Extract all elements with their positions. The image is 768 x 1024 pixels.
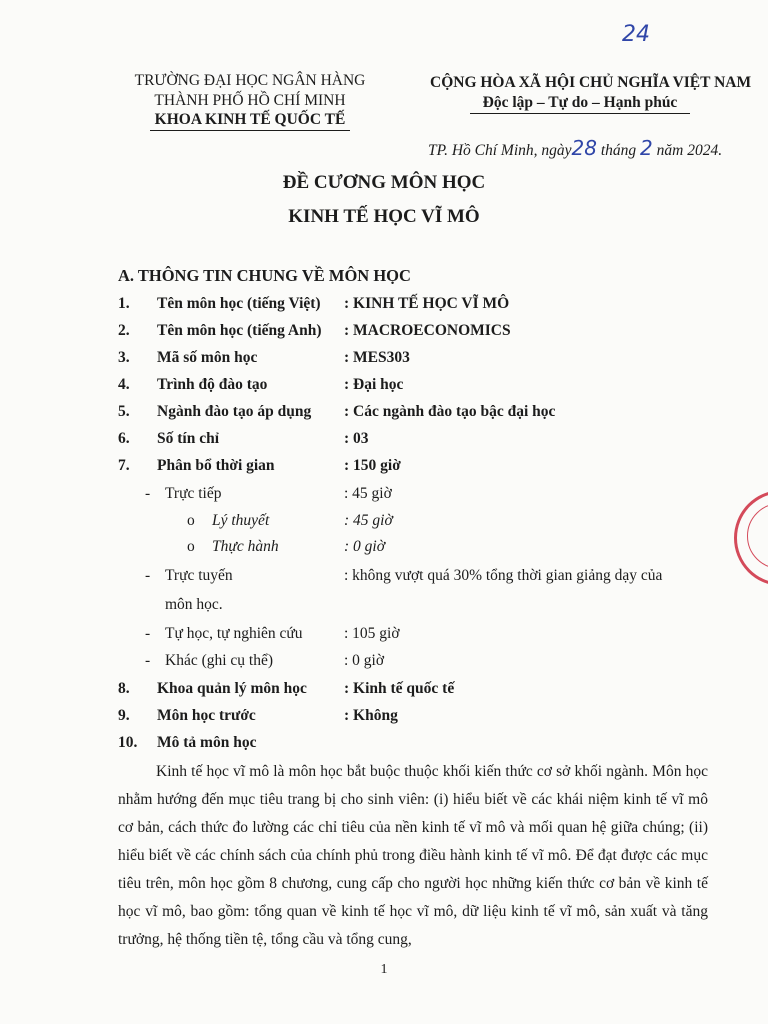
dash-bullet: - xyxy=(145,485,151,502)
city-name: THÀNH PHỐ HỒ CHÍ MINH xyxy=(154,92,346,109)
course-title: KINH TẾ HỌC VĨ MÔ xyxy=(288,206,480,227)
official-seal-icon xyxy=(734,490,768,586)
other-value: : 0 giờ xyxy=(344,652,385,669)
direct-value: : 45 giờ xyxy=(344,485,392,502)
item-value: : Các ngành đào tạo bậc đại học xyxy=(344,403,556,420)
circle-bullet-icon: o xyxy=(187,512,195,529)
item-number: 7. xyxy=(118,457,130,474)
handwritten-page-mark: 24 xyxy=(622,22,650,47)
item-label: Ngành đào tạo áp dụng xyxy=(157,403,312,420)
section-a-heading: A. THÔNG TIN CHUNG VỀ MÔN HỌC xyxy=(118,266,411,285)
item-value: : MES303 xyxy=(344,349,410,366)
item-value: : Không xyxy=(344,707,398,724)
item-number: 4. xyxy=(118,376,130,393)
item-label: Khoa quản lý môn học xyxy=(157,680,307,697)
date-day: 28 xyxy=(571,136,597,160)
item-number: 10. xyxy=(118,734,138,751)
faculty-name: KHOA KINH TẾ QUỐC TẾ xyxy=(150,111,350,131)
self-study-label: Tự học, tự nghiên cứu xyxy=(165,625,303,642)
date-prefix: TP. Hồ Chí Minh, ngày xyxy=(428,142,572,159)
theory-label: Lý thuyết xyxy=(212,512,270,529)
page-number: 1 xyxy=(380,962,388,977)
other-label: Khác (ghi cụ thể) xyxy=(165,652,274,669)
item-value: : Đại học xyxy=(344,376,404,393)
item-label: Môn học trước xyxy=(157,707,256,724)
item-value: : Kinh tế quốc tế xyxy=(344,680,455,697)
dash-bullet: - xyxy=(145,567,151,584)
document-title: ĐỀ CƯƠNG MÔN HỌC xyxy=(282,172,486,193)
practice-value: : 0 giờ xyxy=(344,538,385,555)
item-value: : 03 xyxy=(344,430,369,447)
circle-bullet-icon: o xyxy=(187,538,195,555)
item-label: Mô tả môn học xyxy=(157,734,257,751)
item-label: Mã số môn học xyxy=(157,349,258,366)
republic-title: CỘNG HÒA XÃ HỘI CHỦ NGHĨA VIỆT NAM xyxy=(430,74,752,91)
item-label: Tên môn học (tiếng Việt) xyxy=(157,295,321,312)
course-description: Kinh tế học vĩ mô là môn học bắt buộc thuộc khối kiến thức cơ sở khối ngành. Môn học nhằm hướng đến mục tiêu trang bị cho sinh viên: (i) hiểu biết về các khái niệm kinh tế vĩ mô cơ bản, cách thức đo lường các chỉ tiêu của nền kinh tế vĩ mô và mối quan hệ giữa chúng; (ii) hiểu biết về các chính sách của chính phủ trong điều hành kinh tế vĩ mô. Để đạt được các mục tiêu trên, môn học gồm 8 chương, cung cấp cho người học những kiến thức cơ bản về kinh tế học vĩ mô, bao gồm: tổng quan về kinh tế học vĩ mô, dữ liệu kinh tế vĩ mô, sản xuất và tăng trưởng, hệ thống tiền tệ, tổng cầu và tổng cung, xyxy=(118,763,708,948)
item-label: Tên môn học (tiếng Anh) xyxy=(157,322,322,339)
self-study-value: : 105 giờ xyxy=(344,625,400,642)
item-label: Phân bổ thời gian xyxy=(157,457,275,474)
university-name: TRƯỜNG ĐẠI HỌC NGÂN HÀNG xyxy=(134,72,366,89)
online-label: Trực tuyến xyxy=(165,567,233,584)
dash-bullet: - xyxy=(145,652,151,669)
date-line xyxy=(428,136,722,160)
item-number: 2. xyxy=(118,322,130,339)
item-number: 3. xyxy=(118,349,130,366)
practice-label: Thực hành xyxy=(212,538,279,555)
direct-label: Trực tiếp xyxy=(165,485,222,502)
item-number: 6. xyxy=(118,430,130,447)
date-month-label: tháng xyxy=(600,142,637,159)
date-year: năm 2024. xyxy=(656,142,723,159)
item-label: Trình độ đào tạo xyxy=(157,376,268,393)
item-value: : MACROECONOMICS xyxy=(344,322,511,339)
item-value: : 150 giờ xyxy=(344,457,401,474)
item-number: 8. xyxy=(118,680,130,697)
online-value-continued: môn học. xyxy=(165,596,223,613)
seal-inner-ring xyxy=(747,503,768,569)
theory-value: : 45 giờ xyxy=(344,512,393,529)
motto: Độc lập – Tự do – Hạnh phúc xyxy=(470,94,690,114)
item-number: 1. xyxy=(118,295,130,312)
date-month: 2 xyxy=(640,136,653,160)
item-number: 9. xyxy=(118,707,130,724)
online-value: : không vượt quá 30% tổng thời gian giảng dạy của xyxy=(344,567,663,584)
item-value: : KINH TẾ HỌC VĨ MÔ xyxy=(344,295,510,312)
item-number: 5. xyxy=(118,403,130,420)
item-label: Số tín chỉ xyxy=(157,430,220,447)
dash-bullet: - xyxy=(145,625,151,642)
